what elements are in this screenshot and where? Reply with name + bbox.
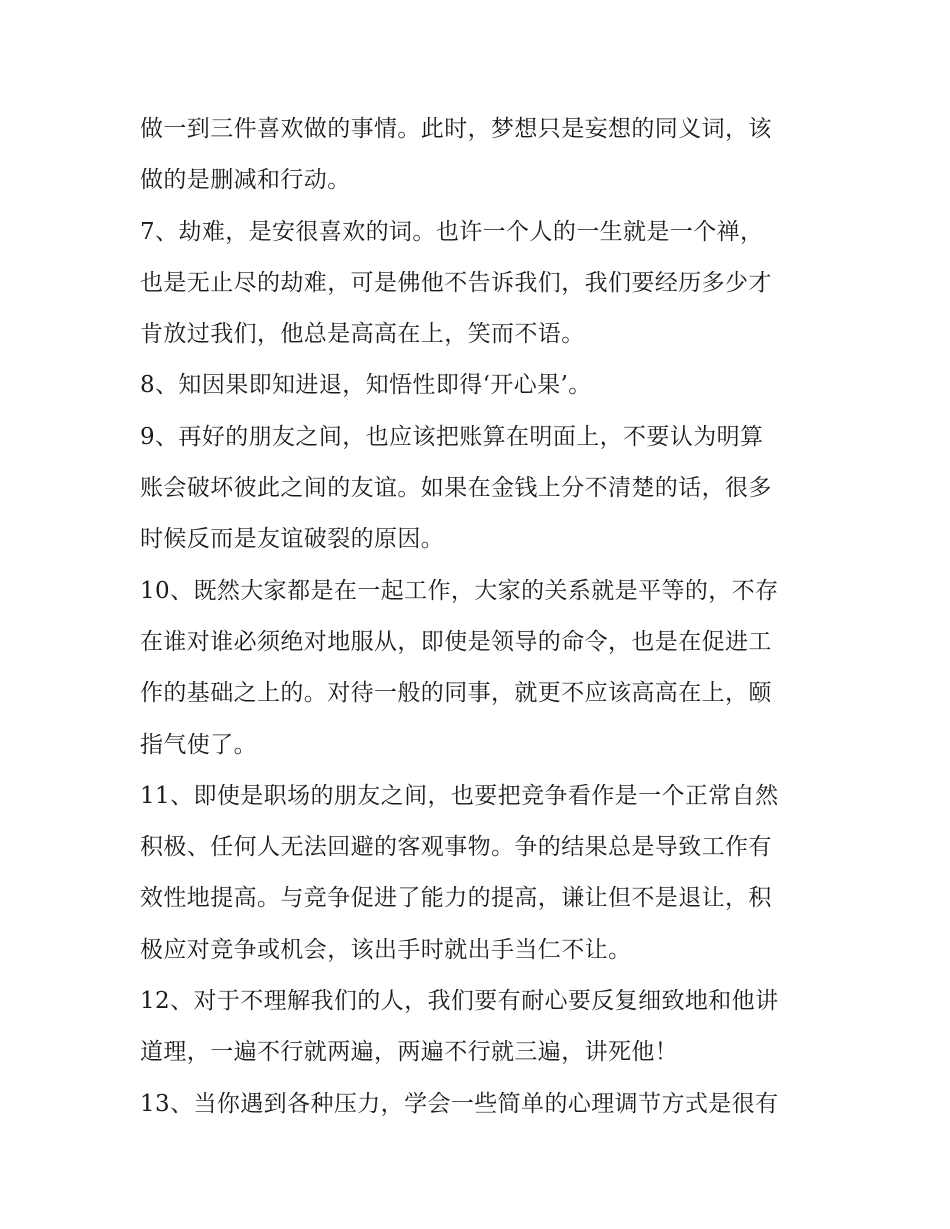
text-line: 作的基础之上的。对待一般的同事，就更不应该高高在上，颐 [140, 680, 772, 707]
text-line: 8、知因果即知进退，知悟性即得‘开心果’。 [140, 372, 592, 399]
text-line: 极应对竞争或机会，该出手时就出手当仁不让。 [140, 936, 632, 963]
text-line: 做一到三件喜欢做的事情。此时，梦想只是妄想的同义词，该 [140, 116, 772, 142]
text-line: 肯放过我们，他总是高高在上，笑而不语。 [140, 321, 585, 348]
text-line: 道理，一遍不行就两遍，两遍不行就三遍，讲死他！ [140, 1039, 679, 1066]
text-line: 积极、任何人无法回避的客观事物。争的结果总是导致工作有 [140, 834, 772, 861]
text-line: 13、当你遇到各种压力，学会一些简单的心理调节方式是很有 [140, 1090, 779, 1117]
text-line: 10、既然大家都是在一起工作，大家的关系就是平等的，不存 [140, 577, 779, 604]
text-line: 在谁对谁必须绝对地服从，即使是领导的命令，也是在促进工 [140, 628, 772, 655]
text-line: 做的是删减和行动。 [140, 167, 351, 194]
text-line: 指气使了。 [140, 731, 257, 758]
text-line: 12、对于不理解我们的人，我们要有耐心要反复细致地和他讲 [140, 988, 779, 1015]
text-line: 11、即使是职场的朋友之间，也要把竞争看作是一个正常自然 [140, 782, 779, 809]
text-line: 9、再好的朋友之间，也应该把账算在明面上，不要认为明算 [140, 423, 764, 450]
text-line: 也是无止尽的劫难，可是佛他不告诉我们，我们要经历多少才 [140, 269, 772, 296]
text-line: 效性地提高。与竞争促进了能力的提高，谦让但不是退让，积 [140, 885, 772, 912]
document-body [140, 104, 830, 1130]
text-line: 时候反而是友谊破裂的原因。 [140, 526, 445, 553]
text-line: 7、劫难，是安很喜欢的词。也许一个人的一生就是一个禅， [140, 218, 764, 245]
text-line: 账会破坏彼此之间的友谊。如果在金钱上分不清楚的话，很多 [140, 475, 772, 502]
